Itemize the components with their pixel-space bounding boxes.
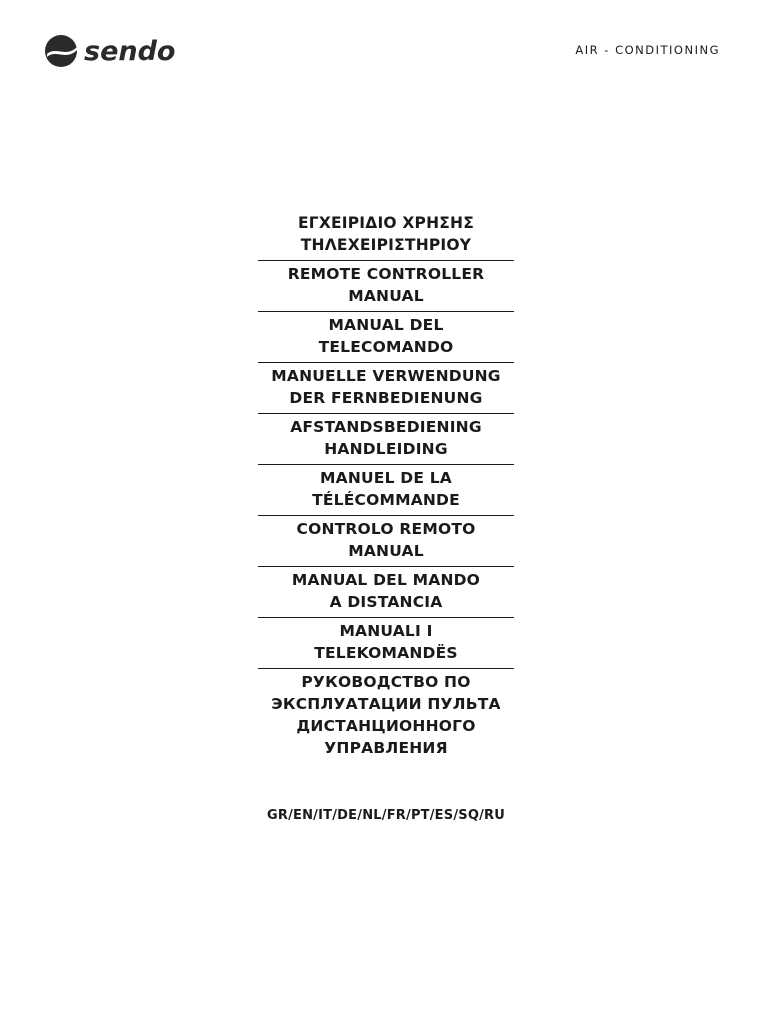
- title-line: MANUAL: [348, 542, 424, 560]
- title-line: ΤΗΛΕΧΕΙΡΙΣΤΗΡΙΟΥ: [300, 236, 472, 254]
- title-line: РУКОВОДСТВО ПО: [301, 673, 471, 691]
- language-codes: GR/EN/IT/DE/NL/FR/PT/ES/SQ/RU: [266, 808, 506, 823]
- title-dutch: [258, 414, 514, 465]
- title-italian: [258, 312, 514, 363]
- title-line: CONTROLO REMOTO: [296, 520, 476, 538]
- title-line: ΕΓΧΕΙΡΙΔΙΟ ΧΡΗΣΗΣ: [297, 214, 475, 232]
- title-line: MANUALI I: [339, 622, 433, 640]
- title-line: REMOTE CONTROLLER: [287, 265, 485, 283]
- title-french: [258, 465, 514, 516]
- title-line: TELEKOMANDËS: [314, 644, 458, 662]
- brand-name: sendo: [84, 36, 176, 67]
- product-category: AIR - CONDITIONING: [575, 43, 720, 57]
- title-line: MANUAL: [348, 287, 424, 305]
- title-line: AFSTANDSBEDIENING: [290, 418, 482, 436]
- manual-titles: [258, 210, 514, 763]
- brand-logo: [44, 32, 184, 70]
- title-albanian: [258, 618, 514, 669]
- title-line: A DISTANCIA: [329, 593, 443, 611]
- title-line: MANUAL DEL: [328, 316, 444, 334]
- title-line: MANUELLE VERWENDUNG: [271, 367, 501, 385]
- title-line: MANUEL DE LA: [320, 469, 452, 487]
- title-line: TELECOMANDO: [318, 338, 454, 356]
- sendo-logo-icon: [44, 32, 184, 70]
- title-english: [258, 261, 514, 312]
- title-spanish: [258, 567, 514, 618]
- title-line: DER FERNBEDIENUNG: [289, 389, 483, 407]
- title-line: HANDLEIDING: [324, 440, 448, 458]
- title-portuguese: [258, 516, 514, 567]
- title-line: ДИСТАНЦИОННОГО: [296, 717, 476, 735]
- title-line: ЭКСПЛУАТАЦИИ ПУЛЬТА: [271, 695, 501, 713]
- title-russian: [258, 669, 514, 763]
- title-line: MANUAL DEL MANDO: [291, 571, 481, 589]
- title-line: TÉLÉCOMMANDE: [312, 491, 460, 509]
- title-german: [258, 363, 514, 414]
- title-line: УПРАВЛЕНИЯ: [324, 739, 448, 757]
- title-greek: [258, 210, 514, 261]
